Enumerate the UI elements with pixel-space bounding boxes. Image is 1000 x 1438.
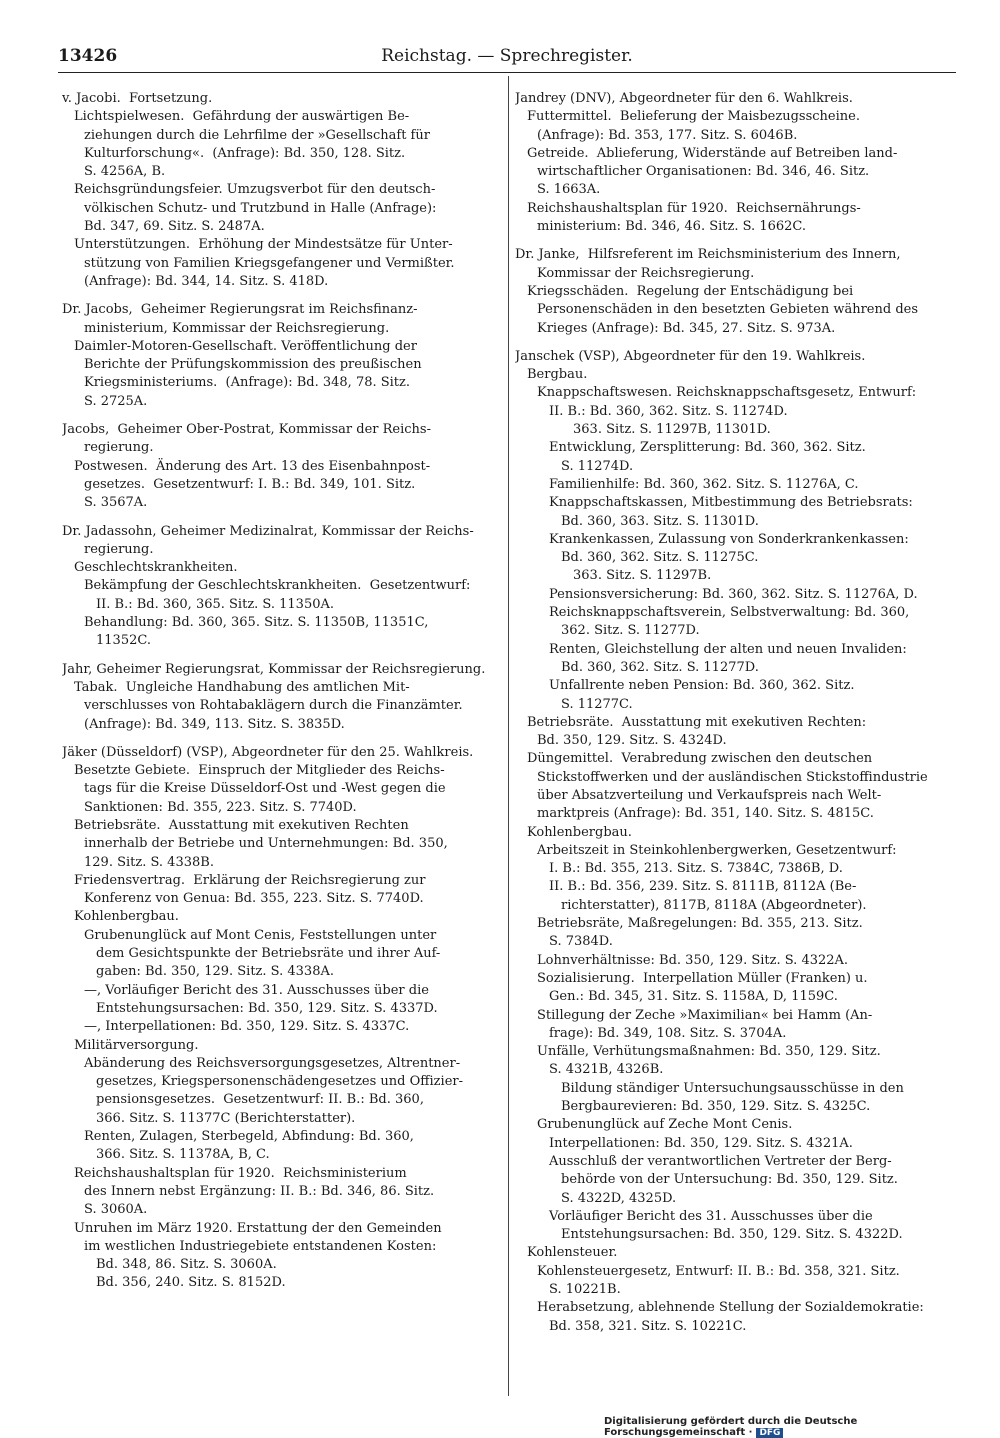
entry-line: S. 11274D. — [561, 458, 634, 474]
entry-line: Kriegsministeriums. (Anfrage): Bd. 348, 78. Sitz. — [84, 375, 411, 391]
entry-line: marktpreis (Anfrage): Bd. 351, 140. Sitz. S. 4815C. — [537, 806, 874, 822]
entry-line: im westlichen Industriegebiete entstandenen Kosten: — [84, 1238, 437, 1254]
entry-line: Entstehungsursachen: Bd. 350, 129. Sitz. S. 4322D. — [561, 1227, 903, 1243]
entry-heading: Dr. Jacobs, Geheimer Regierungsrat im Reichsfinanz- — [62, 302, 418, 318]
entry-line: Stickstoffwerken und der ausländischen Stickstoffindustrie — [537, 769, 928, 785]
entry-line: 366. Sitz. S. 11378A, B, C. — [96, 1147, 270, 1163]
entry-line: Grubenunglück auf Zeche Mont Cenis. — [537, 1117, 793, 1133]
entry-line: Kulturforschung«. (Anfrage): Bd. 350, 128. Sitz. — [84, 145, 406, 161]
entry-line: über Absatzverteilung und Verkaufspreis nach Welt- — [537, 787, 882, 803]
entry-line: S. 7384D. — [549, 934, 613, 950]
register-entry — [62, 90, 504, 291]
entry-line: Sozialisierung. Interpellation Müller (Franken) u. — [537, 970, 868, 986]
entry-line: Reichsgründungsfeier. Umzugsverbot für den deutsch- — [74, 182, 436, 198]
entry-line: 129. Sitz. S. 4338B. — [84, 854, 214, 870]
entry-line: Reichsknappschaftsverein, Selbstverwaltung: Bd. 360, — [549, 605, 910, 621]
entry-line: tags für die Kreise Düsseldorf-Ost und -West gegen die — [84, 781, 446, 797]
entry-line: II. B.: Bd. 360, 365. Sitz. S. 11350A. — [96, 596, 335, 612]
entry-line: gaben: Bd. 350, 129. Sitz. S. 4338A. — [96, 964, 334, 980]
entry-line: (Anfrage): Bd. 344, 14. Sitz. S. 418D. — [84, 273, 329, 289]
entry-line: Bd. 358, 321. Sitz. S. 10221C. — [549, 1318, 747, 1334]
entry-line: Behandlung: Bd. 360, 365. Sitz. S. 11350B, 11351C, — [84, 615, 429, 631]
entry-line: Arbeitszeit in Steinkohlenbergwerken, Gesetzentwurf: — [537, 842, 897, 858]
register-entry — [515, 348, 945, 1336]
register-entry — [62, 421, 504, 512]
entry-line: Krieges (Anfrage): Bd. 345, 27. Sitz. S. 973A. — [537, 320, 836, 336]
entry-line: Ausschluß der verantwortlichen Vertreter der Berg- — [549, 1153, 892, 1169]
entry-line: Militärversorgung. — [74, 1037, 199, 1053]
register-entry — [62, 744, 504, 1293]
entry-line: Interpellationen: Bd. 350, 129. Sitz. S. 4321A. — [549, 1135, 853, 1151]
entry-line: Unfälle, Verhütungsmaßnahmen: Bd. 350, 129. Sitz. — [537, 1044, 881, 1060]
entry-line: frage): Bd. 349, 108. Sitz. S. 3704A. — [549, 1025, 787, 1041]
entry-line: 363. Sitz. S. 11297B, 11301D. — [573, 422, 771, 438]
entry-line: S. 10221B. — [549, 1282, 621, 1297]
entry-line: dem Gesichtspunkte der Betriebsräte und ihrer Auf- — [96, 946, 441, 962]
entry-line: S. 1663A. — [537, 182, 601, 198]
entry-line: Postwesen. Änderung des Art. 13 des Eisenbahnpost- — [74, 458, 431, 474]
entry-line: wirtschaftlicher Organisationen: Bd. 346, 46. Sitz. — [537, 164, 870, 180]
entry-line: 363. Sitz. S. 11297B. — [573, 568, 712, 584]
entry-line: Krankenkassen, Zulassung von Sonderkrankenkassen: — [549, 531, 909, 547]
entry-line: II. B.: Bd. 360, 362. Sitz. S. 11274D. — [549, 403, 788, 419]
entry-line: Friedensvertrag. Erklärung der Reichsregierung zur — [74, 872, 426, 888]
entry-line: verschlusses von Rohtabaklägern durch die Finanzämter. — [84, 698, 463, 714]
entry-heading: Jahr, Geheimer Regierungsrat, Kommissar der Reichsregierung. — [62, 661, 486, 677]
right-column — [515, 90, 945, 1346]
entry-line: Kohlenbergbau. — [527, 824, 632, 840]
entry-line: Bd. 347, 69. Sitz. S. 2487A. — [84, 219, 265, 235]
entry-line: S. 3060A. — [84, 1202, 148, 1218]
entry-line: Lohnverhältnisse: Bd. 350, 129. Sitz. S. 4322A. — [537, 952, 849, 968]
entry-line: Vorläufiger Bericht des 31. Ausschusses über die — [549, 1208, 873, 1224]
entry-line: Kriegsschäden. Regelung der Entschädigung bei — [527, 283, 854, 299]
entry-line: Kohlenbergbau. — [74, 909, 179, 925]
entry-heading: Janschek (VSP), Abgeordneter für den 19. Wahlkreis. — [515, 348, 866, 364]
entry-line: (Anfrage): Bd. 353, 177. Sitz. S. 6046B. — [537, 127, 798, 143]
entry-line: Konferenz von Genua: Bd. 355, 223. Sitz. S. 7740D. — [84, 891, 424, 907]
entry-line: Berichte der Prüfungskommission des preußischen — [84, 357, 422, 373]
footer-credit — [604, 1416, 1000, 1438]
entry-line: Kohlensteuer. — [527, 1245, 618, 1261]
entry-line: Grubenunglück auf Mont Cenis, Feststellungen unter — [84, 927, 437, 943]
entry-heading: Jäker (Düsseldorf) (VSP), Abgeordneter für den 25. Wahlkreis. — [62, 744, 474, 760]
register-entry — [62, 661, 504, 734]
entry-line: pensionsgesetzes. Gesetzentwurf: II. B.: Bd. 360, — [96, 1092, 424, 1108]
entry-line: Bergbau. — [527, 367, 588, 383]
entry-line: 366. Sitz. S. 11377C (Berichterstatter). — [96, 1110, 356, 1126]
entry-line: völkischen Schutz- und Trutzbund in Halle (Anfrage): — [84, 200, 437, 216]
entry-line: Entwicklung, Zersplitterung: Bd. 360, 362. Sitz. — [549, 440, 866, 456]
footer-text: Digitalisierung gefördert durch die Deutsche Forschungsgemeinschaft · — [604, 1416, 858, 1438]
entry-line: Bergbaurevieren: Bd. 350, 129. Sitz. S. 4325C. — [561, 1099, 871, 1115]
entry-line: Tabak. Ungleiche Handhabung des amtlichen Mit- — [74, 679, 410, 695]
entry-line: Futtermittel. Belieferung der Maisbezugsscheine. — [527, 109, 860, 125]
entry-line: Reichshaushaltsplan für 1920. Reichsministerium — [74, 1165, 407, 1181]
register-entry — [515, 246, 945, 337]
dfg-logo: DFG — [756, 1428, 783, 1438]
entry-line: Kohlensteuergesetz, Entwurf: II. B.: Bd. 358, 321. Sitz. — [537, 1263, 900, 1279]
entry-line: Pensionsversicherung: Bd. 360, 362. Sitz. S. 11276A, D. — [549, 586, 918, 602]
entry-line: Bd. 348, 86. Sitz. S. 3060A. — [96, 1257, 277, 1273]
entry-line: II. B.: Bd. 356, 239. Sitz. S. 8111B, 8112A (Be- — [549, 879, 857, 895]
entry-line: ministerium, Kommissar der Reichsregierung. — [84, 320, 390, 336]
entry-line: Knappschaftswesen. Reichsknappschaftsgesetz, Entwurf: — [537, 385, 917, 401]
entry-line: Daimler-Motoren-Gesellschaft. Veröffentlichung der — [74, 338, 417, 354]
entry-line: innerhalb der Betriebe und Unternehmungen: Bd. 350, — [84, 836, 448, 852]
entry-line: Gen.: Bd. 345, 31. Sitz. S. 1158A, D, 1159C. — [549, 989, 838, 1005]
entry-line: Herabsetzung, ablehnende Stellung der Sozialdemokratie: — [537, 1300, 924, 1316]
entry-line: S. 11277C. — [561, 696, 633, 712]
entry-line: Renten, Gleichstellung der alten und neuen Invaliden: — [549, 641, 907, 657]
entry-heading: Dr. Janke, Hilfsreferent im Reichsministerium des Innern, — [515, 247, 901, 263]
entry-line: stützung von Familien Kriegsgefangener und Vermißter. — [84, 255, 455, 271]
entry-line: gesetzes, Kriegspersonenschädengesetzes und Offizier- — [96, 1074, 463, 1090]
entry-line: —, Vorläufiger Bericht des 31. Ausschusses über die — [84, 982, 429, 998]
entry-line: I. B.: Bd. 355, 213. Sitz. S. 7384C, 7386B, D. — [549, 861, 843, 877]
entry-heading: Jacobs, Geheimer Ober-Postrat, Kommissar der Reichs- — [62, 422, 431, 438]
entry-line: Geschlechtskrankheiten. — [74, 560, 238, 576]
entry-line: S. 3567A. — [84, 495, 148, 511]
page-header — [58, 40, 956, 72]
entry-line: des Innern nebst Ergänzung: II. B.: Bd. 346, 86. Sitz. — [84, 1183, 435, 1199]
entry-line: Familienhilfe: Bd. 360, 362. Sitz. S. 11276A, C. — [549, 476, 859, 492]
entry-line: 11352C. — [96, 633, 151, 649]
page-number: 13426 — [58, 46, 118, 66]
entry-line: Personenschäden in den besetzten Gebieten während des — [537, 302, 919, 318]
entry-line: Betriebsräte. Ausstattung mit exekutiven Rechten — [74, 817, 409, 833]
entry-line: Abänderung des Reichsversorgungsgesetzes, Altrentner- — [84, 1055, 461, 1071]
entry-line: Bd. 350, 129. Sitz. S. 4324D. — [537, 733, 727, 749]
entry-line: regierung. — [84, 541, 154, 557]
entry-line: behörde von der Untersuchung: Bd. 350, 129. Sitz. — [561, 1172, 898, 1188]
entry-line: Getreide. Ablieferung, Widerstände auf Betreiben land- — [527, 145, 898, 161]
entry-line: —, Interpellationen: Bd. 350, 129. Sitz. S. 4337C. — [84, 1019, 410, 1035]
header-rule — [58, 72, 956, 73]
entry-line: Entstehungsursachen: Bd. 350, 129. Sitz. S. 4337D. — [96, 1000, 438, 1016]
entry-line: Besetzte Gebiete. Einspruch der Mitglieder des Reichs- — [74, 763, 445, 779]
entry-line: Kommissar der Reichsregierung. — [537, 265, 755, 281]
entry-line: Renten, Zulagen, Sterbegeld, Abfindung: Bd. 360, — [84, 1129, 414, 1145]
entry-line: Bd. 360, 362. Sitz. S. 11277D. — [561, 659, 759, 675]
entry-line: ziehungen durch die Lehrfilme der »Gesellschaft für — [84, 127, 430, 143]
register-entry — [62, 523, 504, 651]
entry-line: Unterstützungen. Erhöhung der Mindestsätze für Unter- — [74, 237, 453, 253]
entry-line: Unruhen im März 1920. Erstattung der den Gemeinden — [74, 1220, 442, 1236]
entry-line: Unfallrente neben Pension: Bd. 360, 362. Sitz. — [549, 678, 855, 694]
entry-line: richterstatter), 8117B, 8118A (Abgeordneter). — [561, 897, 867, 913]
entry-line: Bd. 360, 362. Sitz. S. 11275C. — [561, 550, 759, 566]
entry-heading: v. Jacobi. Fortsetzung. — [62, 91, 213, 106]
entry-line: Betriebsräte, Maßregelungen: Bd. 355, 213. Sitz. — [537, 916, 863, 932]
entry-heading: Dr. Jadassohn, Geheimer Medizinalrat, Kommissar der Reichs- — [62, 523, 474, 539]
entry-line: Sanktionen: Bd. 355, 223. Sitz. S. 7740D. — [84, 799, 357, 815]
entry-heading: Jandrey (DNV), Abgeordneter für den 6. Wahlkreis. — [515, 91, 853, 106]
entry-line: S. 2725A. — [84, 393, 148, 409]
entry-line: Reichshaushaltsplan für 1920. Reichsernährungs- — [527, 200, 861, 216]
entry-line: Betriebsräte. Ausstattung mit exekutiven Rechten: — [527, 714, 867, 730]
entry-line: (Anfrage): Bd. 349, 113. Sitz. S. 3835D. — [84, 716, 345, 732]
entry-line: S. 4322D, 4325D. — [561, 1190, 677, 1206]
entry-line: S. 4321B, 4326B. — [549, 1062, 664, 1078]
entry-line: Bildung ständiger Untersuchungsausschüsse in den — [561, 1080, 904, 1096]
entry-line: Bd. 356, 240. Sitz. S. 8152D. — [96, 1275, 286, 1291]
register-entry — [515, 90, 945, 236]
entry-line: Knappschaftskassen, Mitbestimmung des Betriebsrats: — [549, 495, 913, 511]
running-title: Reichstag. — Sprechregister. — [381, 46, 633, 66]
entry-line: Lichtspielwesen. Gefährdung der auswärtigen Be- — [74, 109, 410, 125]
entry-line: ministerium: Bd. 346, 46. Sitz. S. 1662C. — [537, 219, 807, 235]
entry-line: regierung. — [84, 440, 154, 456]
entry-line: gesetzes. Gesetzentwurf: I. B.: Bd. 349, 101. Sitz. — [84, 476, 416, 492]
entry-line: Bekämpfung der Geschlechtskrankheiten. Gesetzentwurf: — [84, 578, 471, 594]
entry-line: 362. Sitz. S. 11277D. — [561, 623, 700, 639]
entry-line: Bd. 360, 363. Sitz. S. 11301D. — [561, 513, 759, 529]
register-entry — [62, 301, 504, 411]
entry-line: S. 4256A, B. — [84, 164, 166, 180]
entry-line: Stillegung der Zeche »Maximilian« bei Hamm (An- — [537, 1007, 873, 1023]
entry-line: Düngemittel. Verabredung zwischen den deutschen — [527, 751, 873, 767]
left-column — [62, 90, 504, 1303]
column-divider — [508, 76, 509, 1396]
